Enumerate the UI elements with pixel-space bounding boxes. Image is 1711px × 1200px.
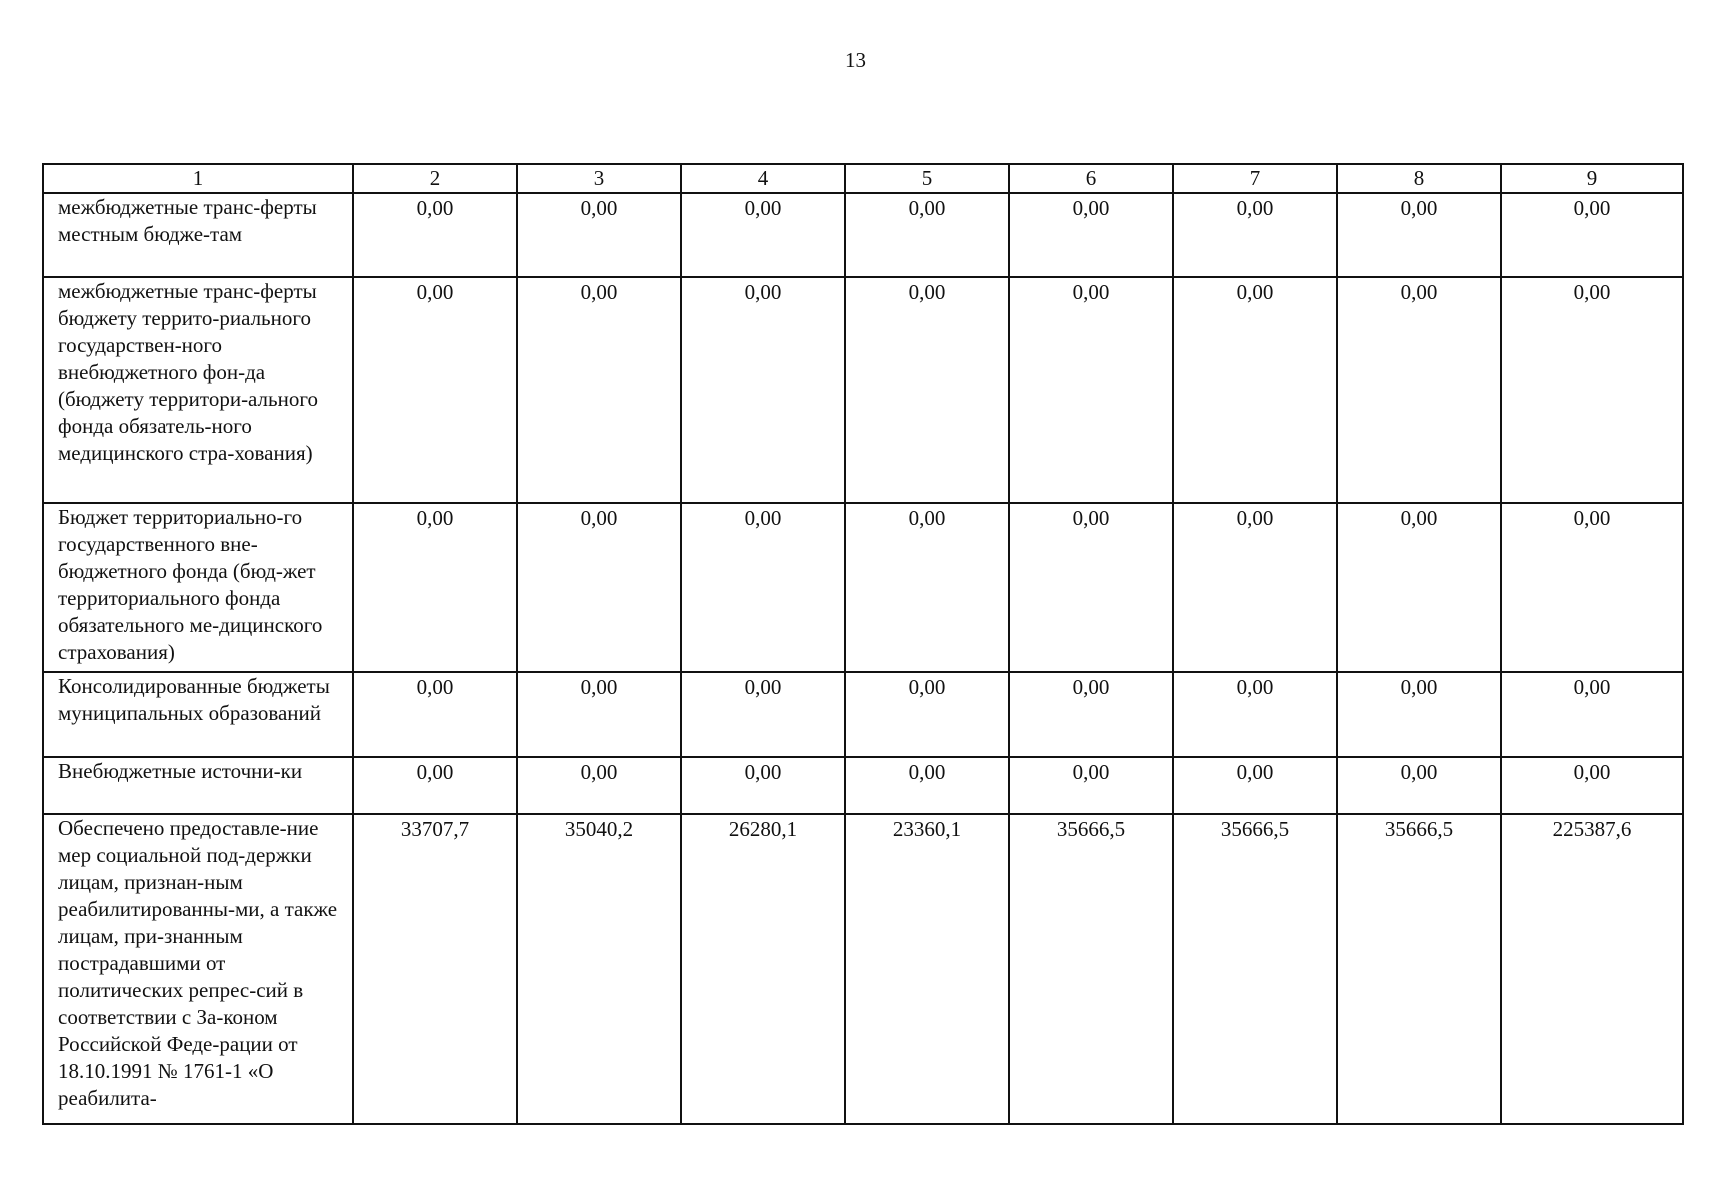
table-row	[43, 814, 1683, 1124]
row-label: межбюджетные транс-ферты бюджету террито-риального государствен-ного внебюджетного фон-да (бюджету территори-ального фонда обязатель-ного медицинского стра-хования)	[43, 277, 353, 503]
table-cell: 225387,6	[1501, 814, 1683, 1124]
table-cell: 0,00	[845, 503, 1009, 672]
column-header: 6	[1009, 164, 1173, 193]
table-cell: 0,00	[1337, 672, 1501, 757]
column-header: 8	[1337, 164, 1501, 193]
table-cell: 35040,2	[517, 814, 681, 1124]
table-cell: 0,00	[1501, 672, 1683, 757]
table-row	[43, 277, 1683, 503]
table-cell: 0,00	[353, 503, 517, 672]
table-cell: 0,00	[517, 757, 681, 814]
table-cell: 35666,5	[1173, 814, 1337, 1124]
table-cell: 0,00	[1009, 757, 1173, 814]
table-header-row	[43, 164, 1683, 193]
column-header: 3	[517, 164, 681, 193]
column-header: 7	[1173, 164, 1337, 193]
table-row	[43, 503, 1683, 672]
table-cell: 0,00	[845, 757, 1009, 814]
table-cell: 0,00	[517, 277, 681, 503]
table-cell: 0,00	[353, 672, 517, 757]
table-cell: 0,00	[517, 672, 681, 757]
table-cell: 35666,5	[1009, 814, 1173, 1124]
table-cell: 0,00	[1173, 672, 1337, 757]
table-cell: 0,00	[1501, 757, 1683, 814]
table-cell: 26280,1	[681, 814, 845, 1124]
table-row	[43, 672, 1683, 757]
table-cell: 35666,5	[1337, 814, 1501, 1124]
table-cell: 0,00	[681, 277, 845, 503]
table-cell: 23360,1	[845, 814, 1009, 1124]
table-cell: 0,00	[1173, 503, 1337, 672]
table-cell: 0,00	[1501, 193, 1683, 277]
column-header: 2	[353, 164, 517, 193]
table-cell: 0,00	[681, 757, 845, 814]
table-cell: 0,00	[517, 193, 681, 277]
table-cell: 0,00	[1501, 503, 1683, 672]
table-cell: 0,00	[845, 277, 1009, 503]
row-label: межбюджетные транс-ферты местным бюдже-там	[43, 193, 353, 277]
page-number: 13	[845, 48, 866, 72]
table-cell: 0,00	[1501, 277, 1683, 503]
table-cell: 0,00	[1337, 193, 1501, 277]
table-cell: 0,00	[681, 503, 845, 672]
table-cell: 33707,7	[353, 814, 517, 1124]
table-cell: 0,00	[845, 672, 1009, 757]
row-label: Бюджет территориально-го государственного вне-бюджетного фонда (бюд-жет территориального фонда обязательного ме-дицинского страхования)	[43, 503, 353, 672]
column-header: 1	[43, 164, 353, 193]
column-header: 4	[681, 164, 845, 193]
table-cell: 0,00	[353, 757, 517, 814]
table-row	[43, 757, 1683, 814]
table-cell: 0,00	[1009, 277, 1173, 503]
table-cell: 0,00	[1009, 672, 1173, 757]
table-cell: 0,00	[1337, 757, 1501, 814]
row-label: Консолидированные бюджеты муниципальных образований	[43, 672, 353, 757]
table-cell: 0,00	[1337, 503, 1501, 672]
table-cell: 0,00	[1009, 193, 1173, 277]
column-header: 9	[1501, 164, 1683, 193]
table-cell: 0,00	[681, 193, 845, 277]
table-cell: 0,00	[1009, 503, 1173, 672]
table-cell: 0,00	[517, 503, 681, 672]
table-cell: 0,00	[353, 277, 517, 503]
column-header: 5	[845, 164, 1009, 193]
table-cell: 0,00	[353, 193, 517, 277]
table-cell: 0,00	[845, 193, 1009, 277]
table-cell: 0,00	[1173, 277, 1337, 503]
row-label: Обеспечено предоставле-ние мер социальной под-держки лицам, признан-ным реабилитированны-ми, а также лицам, при-знанным пострадавшими от политических репрес-сий в соответствии с За-коном Российской Феде-рации от 18.10.1991 № 1761-1 «О реабилита-	[43, 814, 353, 1124]
table-row	[43, 193, 1683, 277]
table-cell: 0,00	[1173, 757, 1337, 814]
table-cell: 0,00	[681, 672, 845, 757]
row-label: Внебюджетные источни-ки	[43, 757, 353, 814]
data-table	[42, 163, 1684, 1125]
table-cell: 0,00	[1337, 277, 1501, 503]
table-cell: 0,00	[1173, 193, 1337, 277]
